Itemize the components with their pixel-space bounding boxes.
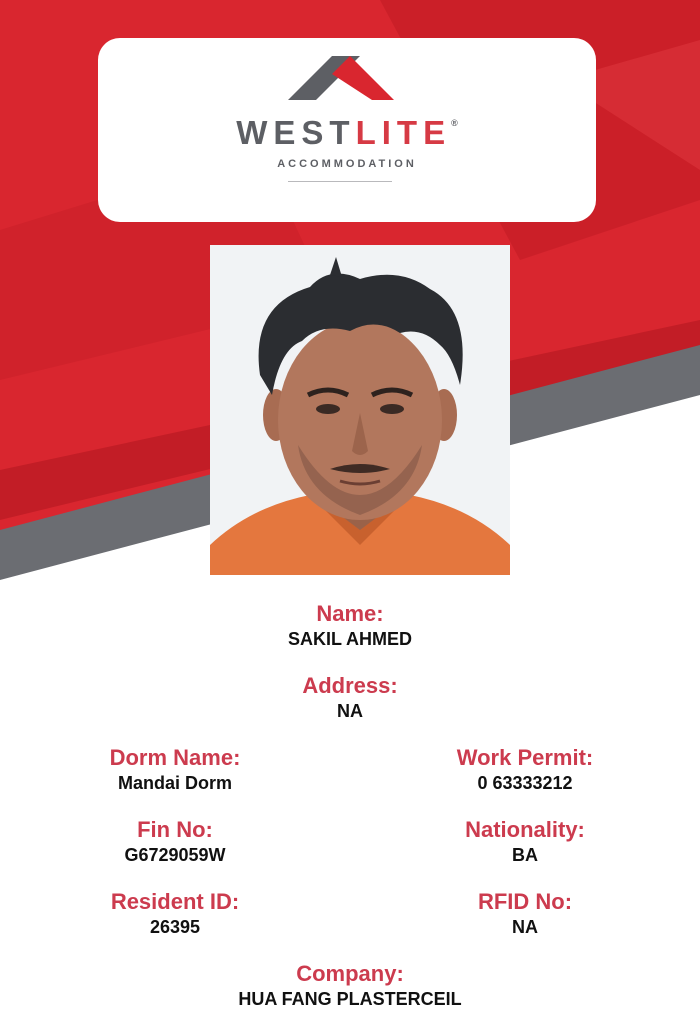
name-value: SAKIL AHMED xyxy=(287,629,412,649)
address-label: Address: xyxy=(302,673,398,698)
brand-wordmark xyxy=(98,114,596,152)
logo-divider xyxy=(288,181,392,182)
company-field xyxy=(0,961,700,1011)
dorm-name-label: Dorm Name: xyxy=(109,745,241,770)
resident-id-label: Resident ID: xyxy=(110,889,240,914)
resident-id-field xyxy=(25,889,325,939)
rfid-no-field xyxy=(375,889,675,939)
registered-mark: ® xyxy=(451,118,458,128)
nationality-label: Nationality: xyxy=(465,817,585,842)
work-permit-label: Work Permit: xyxy=(456,745,594,770)
address-field xyxy=(0,673,700,723)
resident-id-value: 26395 xyxy=(149,917,201,937)
rfid-no-value: NA xyxy=(512,917,538,937)
resident-photo xyxy=(210,245,510,575)
company-value: HUA FANG PLASTERCEIL xyxy=(238,989,462,1009)
brand-lite: LITE xyxy=(355,114,452,151)
rfid-no-label: RFID No: xyxy=(477,889,573,914)
name-field xyxy=(0,601,700,651)
nationality-field xyxy=(375,817,675,867)
brand-subtitle: ACCOMMODATION xyxy=(277,158,417,170)
name-label: Name: xyxy=(316,601,384,626)
fin-no-value: G6729059W xyxy=(124,845,226,865)
portrait-icon xyxy=(210,245,510,575)
roof-icon xyxy=(288,56,394,102)
logo-card xyxy=(98,38,596,222)
fin-no-field xyxy=(25,817,325,867)
work-permit-value: 0 63333212 xyxy=(477,773,573,793)
dorm-name-value: Mandai Dorm xyxy=(117,773,232,793)
work-permit-field xyxy=(375,745,675,795)
nationality-value: BA xyxy=(512,845,538,865)
address-value: NA xyxy=(337,701,363,721)
company-label: Company: xyxy=(296,961,404,986)
fin-no-label: Fin No: xyxy=(137,817,213,842)
dorm-name-field xyxy=(25,745,325,795)
brand-west: WEST xyxy=(236,114,356,151)
